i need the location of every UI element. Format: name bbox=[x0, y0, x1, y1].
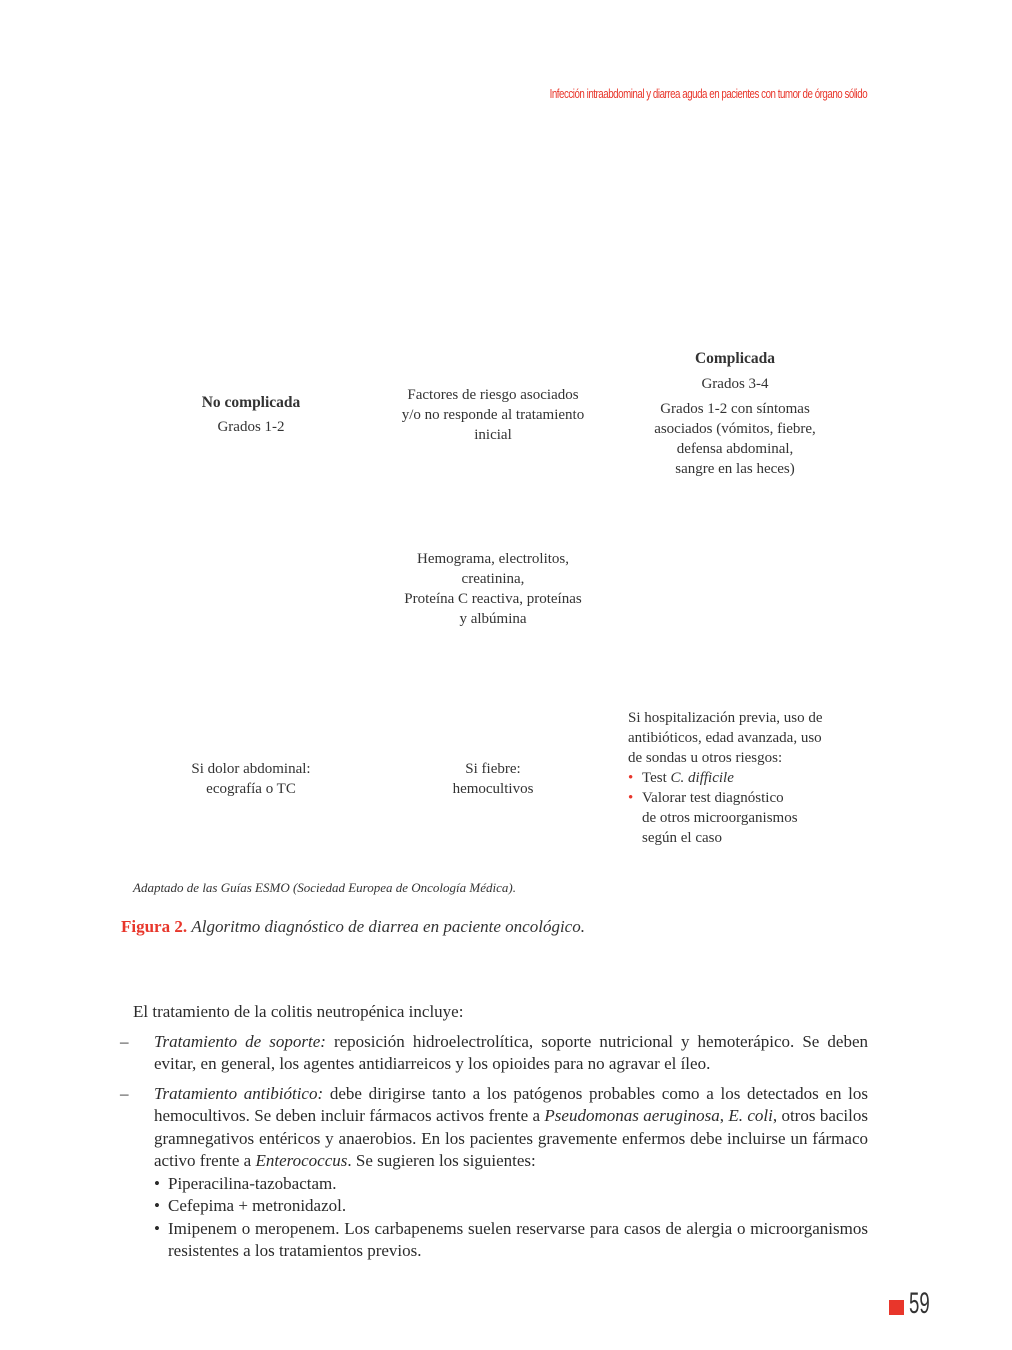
node-no-complicada-line: Grados 1-2 bbox=[217, 419, 285, 435]
item-separator: , bbox=[719, 1106, 729, 1125]
figure-caption bbox=[121, 917, 585, 937]
bullet2-line2: de otros microorganismos bbox=[642, 810, 798, 826]
node-factores-line1: Factores de riesgo asociados bbox=[407, 387, 579, 403]
body-text bbox=[120, 1001, 868, 1263]
node-dolor-abdominal bbox=[151, 759, 351, 799]
source-note: Adaptado de las Guías ESMO (Sociedad Europea de Oncología Médica). bbox=[133, 880, 516, 895]
dash-marker: – bbox=[120, 1083, 129, 1103]
node-laboratorio-line3: Proteína C reactiva, proteínas bbox=[404, 591, 582, 607]
bullet-marker: • bbox=[154, 1196, 160, 1215]
figure-caption-text: Algoritmo diagnóstico de diarrea en paciente oncológico. bbox=[191, 917, 585, 936]
node-fiebre bbox=[403, 759, 583, 799]
node-hosp-bullet-otros bbox=[628, 788, 858, 848]
body-intro: El tratamiento de la colitis neutropénica incluye: bbox=[133, 1002, 464, 1021]
list-item bbox=[154, 1218, 868, 1263]
bullet-marker: • bbox=[154, 1173, 160, 1193]
figure-label: Figura 2. bbox=[121, 917, 188, 936]
bullet2-line3: según el caso bbox=[642, 830, 722, 846]
node-complicada-line3: asociados (vómitos, fiebre, bbox=[654, 421, 816, 437]
bullet-marker: • bbox=[628, 770, 634, 786]
item-lead: Tratamiento de soporte: bbox=[154, 1031, 326, 1051]
node-laboratorio bbox=[383, 549, 603, 629]
page-marker bbox=[889, 1300, 904, 1315]
bullet1-prefix: Test bbox=[642, 770, 671, 786]
node-hosp-bullets bbox=[628, 768, 858, 848]
bullet-marker: • bbox=[154, 1218, 160, 1238]
item-text: reposición hidroelectrolítica, soporte nutricional y hemoterápico. Se deben evitar, en general, los agentes antidiarreicos y los opioides para no agravar el íleo. bbox=[154, 1031, 868, 1073]
node-complicada-title: Complicada bbox=[694, 350, 776, 367]
bullet2-line1: Valorar test diagnóstico bbox=[642, 790, 784, 806]
organism-name: Enterococcus bbox=[255, 1151, 348, 1170]
item-text: , otros bacilos gramnegativos entéricos y anaerobios. En los pacientes gravemente enfermos debe incluirse un fármaco activo frente a bbox=[154, 1106, 868, 1170]
page-number: 59 bbox=[909, 1287, 930, 1320]
node-laboratorio-line2: creatinina, bbox=[461, 571, 525, 587]
node-hosp-bullet-cdifficile bbox=[628, 768, 858, 788]
option-text: Imipenem o meropenem. Los carbapenems suelen reservarse para casos de alergia o microorganismos resistentes a los tratamientos previos. bbox=[168, 1218, 868, 1260]
node-laboratorio-line1: Hemograma, electrolitos, bbox=[416, 551, 570, 567]
node-fiebre-line2: hemocultivos bbox=[452, 781, 534, 797]
organism-name: E. coli bbox=[728, 1106, 773, 1125]
node-hosp-line1: Si hospitalización previa, uso de bbox=[628, 710, 823, 726]
node-fiebre-line1: Si fiebre: bbox=[465, 761, 521, 777]
node-hospitalizacion bbox=[628, 708, 858, 848]
list-item-antibiotico bbox=[120, 1083, 868, 1263]
node-complicada-line4: defensa abdominal, bbox=[676, 441, 794, 457]
running-header: Infección intraabdominal y diarrea aguda en pacientes con tumor de órgano sólido bbox=[549, 87, 867, 101]
node-no-complicada bbox=[151, 393, 351, 437]
item-text: debe dirigirse tanto a los patógenos probables como a los detectados en los hemocultivos. Se deben incluir fármacos activos frente a bbox=[154, 1083, 868, 1125]
organism-name: Pseudomonas aeruginosa bbox=[544, 1106, 720, 1125]
list-item bbox=[154, 1195, 868, 1218]
node-complicada-line1: Grados 3-4 bbox=[701, 376, 769, 392]
option-text: Cefepima + metronidazol. bbox=[168, 1196, 347, 1215]
node-dolor-line1: Si dolor abdominal: bbox=[191, 761, 311, 777]
dash-marker: – bbox=[120, 1031, 129, 1051]
node-complicada bbox=[625, 349, 845, 479]
list-item bbox=[154, 1173, 868, 1196]
list-item-soporte bbox=[120, 1031, 868, 1076]
node-hosp-line3: de sondas u otros riesgos: bbox=[628, 750, 783, 766]
item-text: . Se sugieren los siguientes: bbox=[347, 1151, 536, 1170]
node-factores-riesgo bbox=[383, 385, 603, 445]
node-complicada-line2: Grados 1-2 con síntomas bbox=[660, 401, 810, 417]
item-lead: Tratamiento antibiótico: bbox=[154, 1083, 324, 1103]
node-no-complicada-title: No complicada bbox=[201, 394, 301, 411]
node-factores-line2: y/o no responde al tratamiento bbox=[401, 407, 585, 423]
node-hosp-line2: antibióticos, edad avanzada, uso bbox=[628, 730, 822, 746]
option-text: Piperacilina-tazobactam. bbox=[168, 1173, 337, 1193]
node-factores-line3: inicial bbox=[474, 427, 512, 443]
node-complicada-line5: sangre en las heces) bbox=[675, 461, 795, 477]
bullet-marker: • bbox=[628, 790, 634, 806]
node-dolor-line2: ecografía o TC bbox=[206, 781, 296, 797]
bullet1-italic: C. difficile bbox=[670, 770, 734, 786]
node-laboratorio-line4: y albúmina bbox=[459, 611, 527, 627]
